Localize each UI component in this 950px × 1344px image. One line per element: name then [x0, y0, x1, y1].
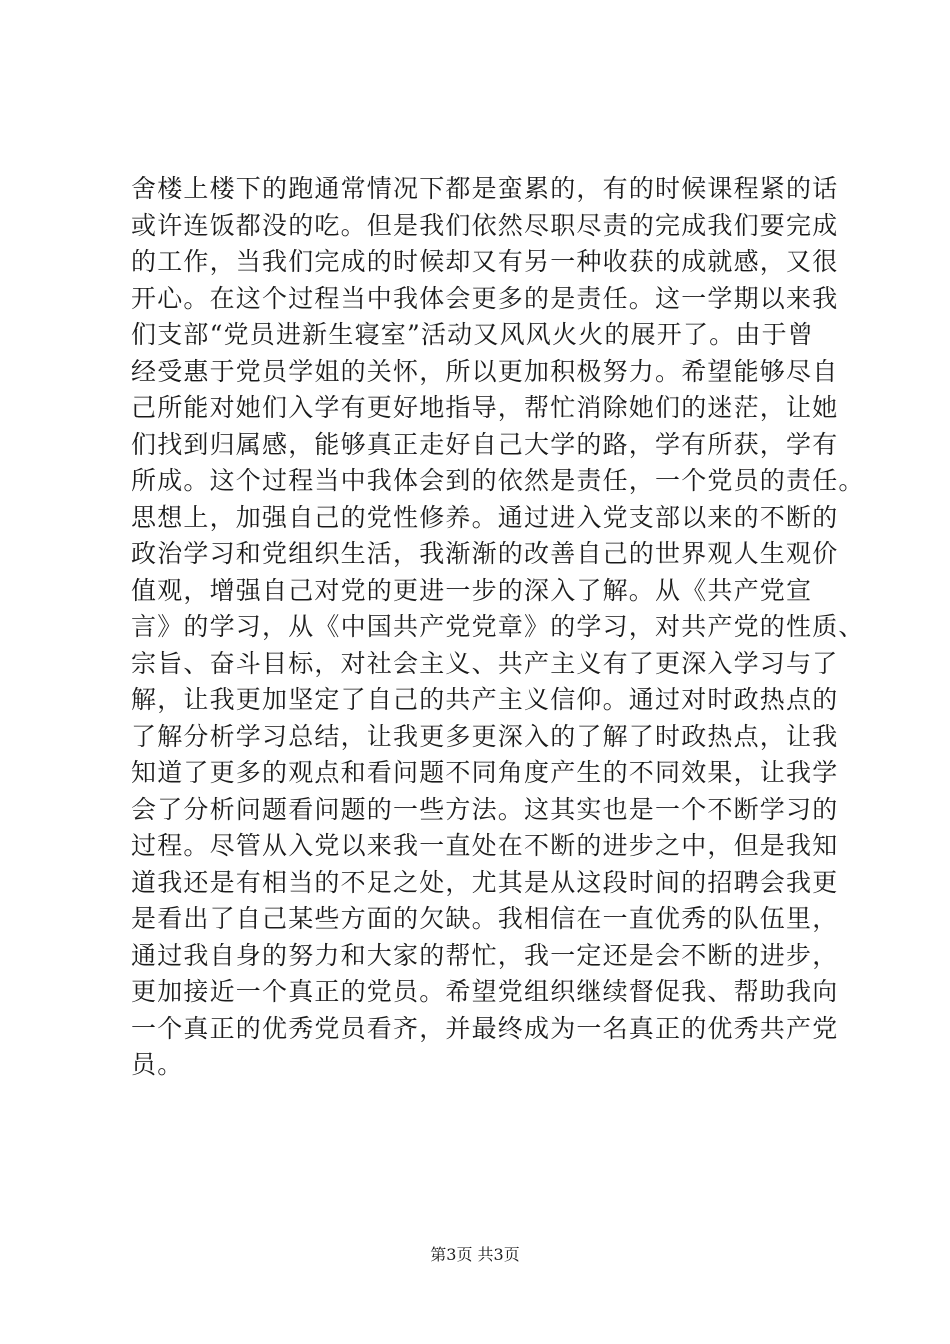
text-line: 言》的学习，从《中国共产党党章》的学习，对共产党的性质、	[131, 612, 865, 641]
text-line: 的工作，当我们完成的时候却又有另一种收获的成就感，又很	[131, 247, 839, 276]
text-line: 政治学习和党组织生活，我渐渐的改善自己的世界观人生观价	[131, 539, 839, 568]
text-line: 思想上，加强自己的党性修养。通过进入党支部以来的不断的	[131, 502, 839, 532]
page-number-footer: 第3页 共3页	[430, 1245, 520, 1264]
text-line: 们支部“党员进新生寝室”活动又风风火火的展开了。由于曾	[131, 320, 814, 349]
text-line: 开心。在这个过程当中我体会更多的是责任。这一学期以来我	[131, 283, 839, 313]
text-line: 知道了更多的观点和看问题不同角度产生的不同效果，让我学	[131, 758, 839, 787]
text-line: 过程。尽管从入党以来我一直处在不断的进步之中，但是我知	[131, 831, 839, 860]
text-line: 会了分析问题看问题的一些方法。这其实也是一个不断学习的	[131, 794, 839, 824]
text-line: 通过我自身的努力和大家的帮忙，我一定还是会不断的进步，	[131, 940, 839, 970]
text-line: 舍楼上楼下的跑通常情况下都是蛮累的，有的时候课程紧的话	[131, 174, 839, 203]
text-line: 了解分析学习总结，让我更多更深入的了解了时政热点，让我	[131, 721, 839, 751]
text-line: 解，让我更加坚定了自己的共产主义信仰。通过对时政热点的	[131, 685, 839, 714]
text-line: 更加接近一个真正的党员。希望党组织继续督促我、帮助我向	[131, 977, 839, 1006]
text-line: 员。	[131, 1050, 184, 1079]
body-paragraph	[131, 171, 865, 1084]
text-line: 一个真正的优秀党员看齐，并最终成为一名真正的优秀共产党	[131, 1013, 839, 1043]
text-line: 宗旨、奋斗目标，对社会主义、共产主义有了更深入学习与了	[131, 648, 839, 678]
text-line: 们找到归属感，能够真正走好自己大学的路，学有所获，学有	[131, 429, 839, 459]
text-line: 或许连饭都没的吃。但是我们依然尽职尽责的完成我们要完成	[131, 210, 839, 240]
text-line: 经受惠于党员学姐的关怀，所以更加积极努力。希望能够尽自	[131, 356, 839, 386]
text-line: 道我还是有相当的不足之处，尤其是从这段时间的招聘会我更	[131, 867, 839, 897]
text-line: 己所能对她们入学有更好地指导，帮忙消除她们的迷茫，让她	[131, 393, 839, 422]
text-line: 是看出了自己某些方面的欠缺。我相信在一直优秀的队伍里，	[131, 904, 839, 933]
text-line: 值观，增强自己对党的更进一步的深入了解。从《共产党宣	[131, 575, 813, 605]
text-line: 所成。这个过程当中我体会到的依然是责任，一个党员的责任。	[131, 466, 865, 495]
